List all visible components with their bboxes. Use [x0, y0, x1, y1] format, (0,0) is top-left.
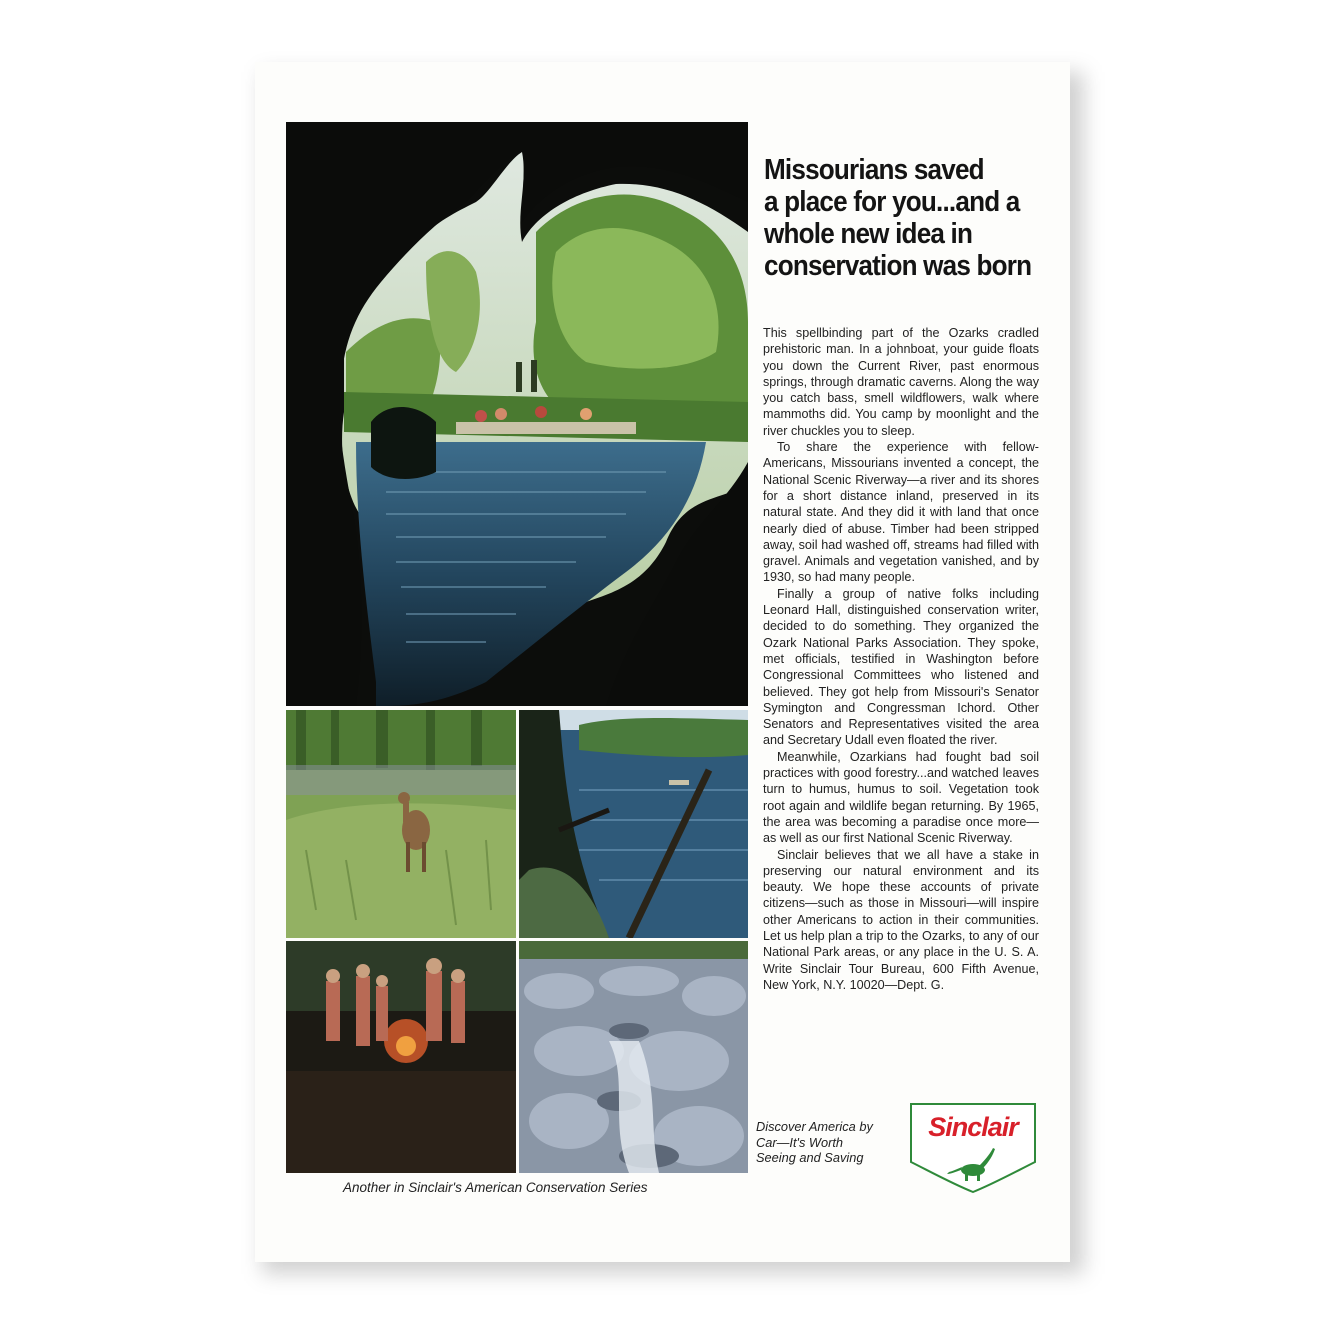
rocky-rapids-photo — [519, 941, 748, 1173]
headline — [764, 154, 1052, 282]
body-paragraph: Sinclair believes that we all have a stake in preserving our natural environment and its beauty. We hope these accounts of private citizens—such as those in Missouri—will inspire other Americans to action in their communities. Let us help plan a trip to the Ozarks, to any of our National Park areas, or any place in the U. S. A. Write Sinclair Tour Bureau, 600 Fifth Avenue, New York, N.Y. 10020—Dept. G. — [763, 847, 1039, 992]
tagline-line-3: Seeing and Saving — [756, 1150, 864, 1165]
headline-line-1: Missourians saved — [764, 154, 984, 186]
deer-meadow-photo — [286, 710, 516, 938]
river-trees-photo — [519, 710, 748, 938]
body-copy — [763, 325, 1039, 993]
sinclair-logo — [907, 1100, 1039, 1196]
body-paragraph: To share the experience with fellow-Americans, Missourians invented a concept, the National Scenic Riverway—a river and its shores for a short distance inland, preserved in its natural state. And they did it with land that once nearly died of abuse. Timber had been stripped away, soil had washed off, streams had filled with gravel. Animals and vegetation vanished, and by 1930, so had many people. — [763, 440, 1039, 585]
campfire-photo — [286, 941, 516, 1173]
body-paragraph: Finally a group of native folks including Leonard Hall, distinguished conservation writer, decided to do something. They organized the Ozark National Parks Association. They spoke, met officials, testified in Washington before Congressional Committees who listened and believed. They got help from Missouri's Senator Symington and Congressman Ichord. Other Senators and Representatives visited the area and Secretary Udall even floated the river. — [763, 586, 1039, 748]
headline-line-3: whole new idea in — [764, 218, 973, 250]
advertisement-page — [255, 62, 1070, 1262]
sinclair-wordmark: Sinclair — [928, 1112, 1018, 1142]
cave-river-photo — [286, 122, 748, 706]
tagline — [756, 1119, 896, 1166]
body-paragraph: This spellbinding part of the Ozarks cradled prehistoric man. In a johnboat, your guide floats you down the Current River, past enormous springs, through dramatic caverns. Along the way you catch bass, smell wildflowers, walk where mammoths did. You camp by moonlight and the river chuckles you to sleep. — [763, 326, 1039, 438]
series-caption: Another in Sinclair's American Conservation Series — [343, 1180, 648, 1195]
tagline-line-1: Discover America by — [756, 1119, 873, 1134]
headline-line-2: a place for you...and a — [764, 186, 1020, 218]
body-paragraph: Meanwhile, Ozarkians had fought bad soil practices with good forestry...and watched leaves turn to humus, humus to soil. Vegetation took root again and wildlife began returning. By 1965, the area was becoming a paradise once more—as well as our first National Scenic Riverway. — [763, 749, 1039, 846]
tagline-line-2: Car—It's Worth — [756, 1134, 844, 1150]
headline-line-4: conservation was born — [764, 250, 1032, 282]
